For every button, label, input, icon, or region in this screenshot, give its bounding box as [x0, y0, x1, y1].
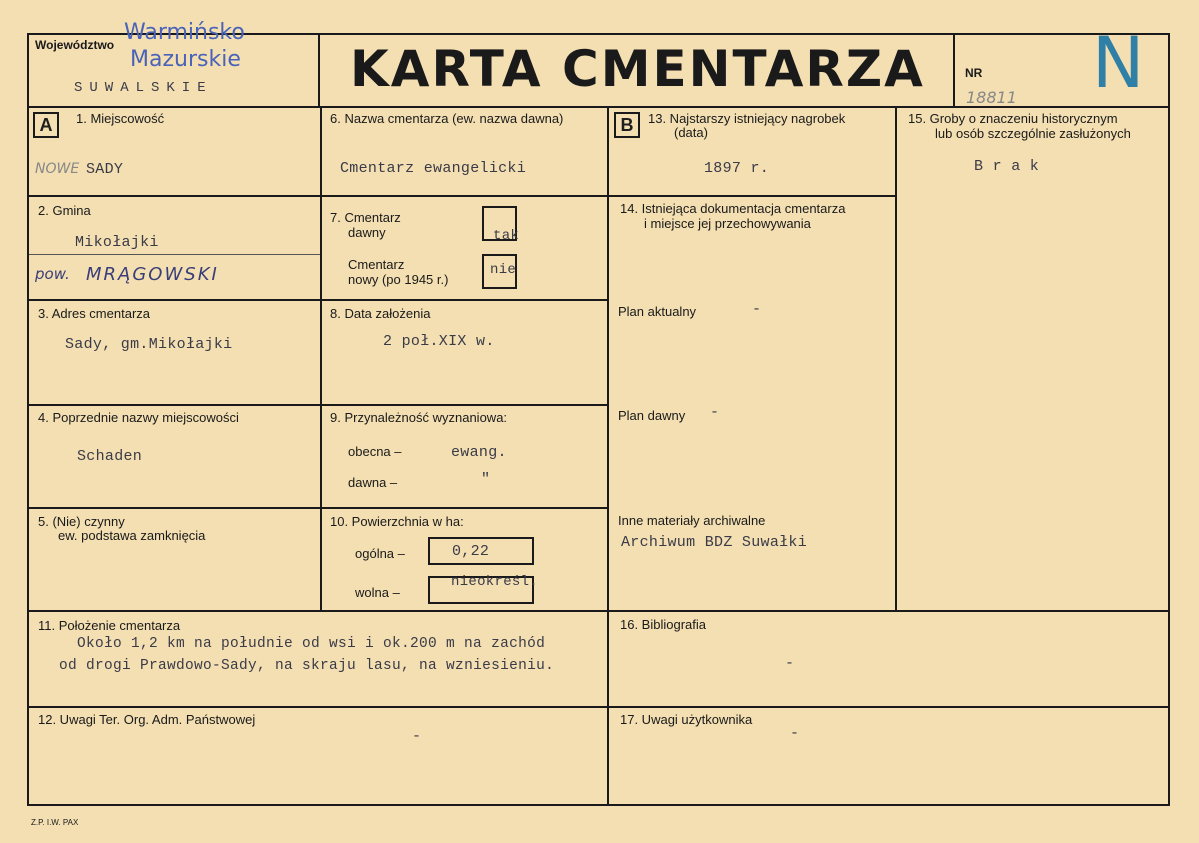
typed-region: SUWALSKIE: [74, 80, 213, 96]
field-8-label: 8. Data założenia: [330, 306, 431, 321]
field-2-hand-value: MRĄGOWSKI: [86, 264, 219, 285]
field-4-value: Schaden: [77, 448, 143, 465]
field-14-label-line2: i miejsce jej przechowywania: [644, 216, 811, 231]
card-title: KARTA CMENTARZA: [350, 40, 925, 98]
field-7-nowy-line1: Cmentarz: [348, 257, 405, 272]
field-11-label: 11. Położenie cmentarza: [38, 618, 181, 633]
field-13-label-line1: 13. Najstarszy istniejący nagrobek: [648, 111, 846, 126]
field-17-label: 17. Uwagi użytkownika: [620, 712, 753, 727]
plan-aktualny-value: -: [752, 301, 762, 318]
field-7-nowy-line2: nowy (po 1945 r.): [348, 272, 449, 287]
section-b-badge: B: [614, 112, 640, 138]
plan-aktualny-label: Plan aktualny: [618, 304, 697, 319]
region-stamp-line2: Mazurskie: [130, 47, 241, 72]
field-9-obecna: obecna –: [348, 444, 402, 459]
field-5-label-line2: ew. podstawa zamknięcia: [58, 528, 206, 543]
field-6-label: 6. Nazwa cmentarza (ew. nazwa dawna): [330, 111, 564, 126]
frame-right: [1168, 33, 1170, 806]
frame-left: [27, 33, 29, 806]
field-16-label: 16. Bibliografia: [620, 617, 706, 632]
field-10-label: 10. Powierzchnia w ha:: [330, 514, 464, 529]
field-6-value: Cmentarz ewangelicki: [340, 160, 527, 177]
field-15-label-line1: 15. Groby o znaczeniu historycznym: [908, 111, 1118, 126]
field-15-value: B r a k: [974, 158, 1040, 175]
header-divider-right: [953, 33, 955, 108]
row-divider-3: [27, 404, 609, 406]
field-7-label: 7. Cmentarz: [330, 210, 401, 225]
field-1-hand-prefix: NOWE: [35, 161, 80, 177]
plan-dawny-label: Plan dawny: [618, 408, 686, 423]
n-stamp: N: [1092, 22, 1145, 104]
col-divider-3: [895, 106, 897, 612]
field-10-ogolna-value: 0,22: [452, 543, 490, 560]
gmina-underline: [29, 254, 320, 255]
field-13-value: 1897 r.: [704, 160, 770, 177]
field-5-label-line1: 5. (Nie) czynny: [38, 514, 125, 529]
field-1-value: SADY: [86, 161, 124, 178]
field-10-wolna: wolna –: [355, 585, 400, 600]
field-10-wolna-value: nieokreśl.: [451, 574, 539, 590]
field-13-label-line2: (data): [674, 125, 708, 140]
field-4-label: 4. Poprzednie nazwy miejscowości: [38, 410, 239, 425]
field-14-label-line1: 14. Istniejąca dokumentacja cmentarza: [620, 201, 846, 216]
field-15-label-line2: lub osób szczególnie zasłużonych: [935, 126, 1131, 141]
field-1-label: 1. Miejscowość: [76, 111, 165, 126]
field-7-nowy-value: nie: [490, 262, 517, 278]
field-10-ogolna: ogólna –: [355, 546, 405, 561]
row-divider-b: [607, 195, 897, 197]
frame-bottom: [27, 804, 1170, 806]
field-16-value: -: [785, 655, 795, 672]
field-11-line1: Około 1,2 km na południe od wsi i ok.200 m na zachód: [77, 636, 546, 652]
field-3-value: Sady, gm.Mikołajki: [65, 336, 233, 353]
nr-value: 18811: [966, 88, 1017, 107]
field-7-dawny-value: tak: [493, 228, 520, 244]
field-2-hand-prefix: pow.: [35, 265, 70, 283]
field-17-value: -: [790, 725, 800, 742]
field-7-dawny: dawny: [348, 225, 386, 240]
field-9-label: 9. Przynależność wyznaniowa:: [330, 410, 508, 425]
region-stamp-line1: Warmińsko: [124, 20, 245, 45]
field-9-obecna-value: ewang.: [451, 444, 507, 461]
header-divider-left: [318, 33, 320, 108]
field-2-label: 2. Gmina: [38, 203, 91, 218]
field-12-value: -: [412, 728, 422, 745]
col-divider-2: [607, 106, 609, 804]
printer-mark: Z.P. I.W. PAX: [31, 818, 79, 827]
wojewodztwo-label: Województwo: [35, 38, 115, 52]
field-9-dawna: dawna –: [348, 475, 398, 490]
field-2-value: Mikołajki: [75, 234, 159, 251]
field-11-line2: od drogi Prawdowo-Sady, na skraju lasu, na wzniesieniu.: [59, 658, 555, 674]
field-3-label: 3. Adres cmentarza: [38, 306, 150, 321]
row-divider-6: [27, 706, 1170, 708]
plan-dawny-value: -: [710, 404, 720, 421]
col-divider-1: [320, 106, 322, 612]
inne-materialy-value: Archiwum BDZ Suwałki: [621, 534, 808, 551]
row-divider-5: [27, 610, 1170, 612]
field-8-value: 2 poł.XIX w.: [383, 333, 495, 350]
section-a-badge: A: [33, 112, 59, 138]
row-divider-2: [27, 299, 609, 301]
nr-label: NR: [965, 66, 983, 80]
field-12-label: 12. Uwagi Ter. Org. Adm. Państwowej: [38, 712, 256, 727]
row-divider-4: [27, 507, 609, 509]
field-9-dawna-value: ": [481, 471, 491, 488]
row-divider-1: [27, 195, 609, 197]
inne-materialy-label: Inne materiały archiwalne: [618, 513, 766, 528]
